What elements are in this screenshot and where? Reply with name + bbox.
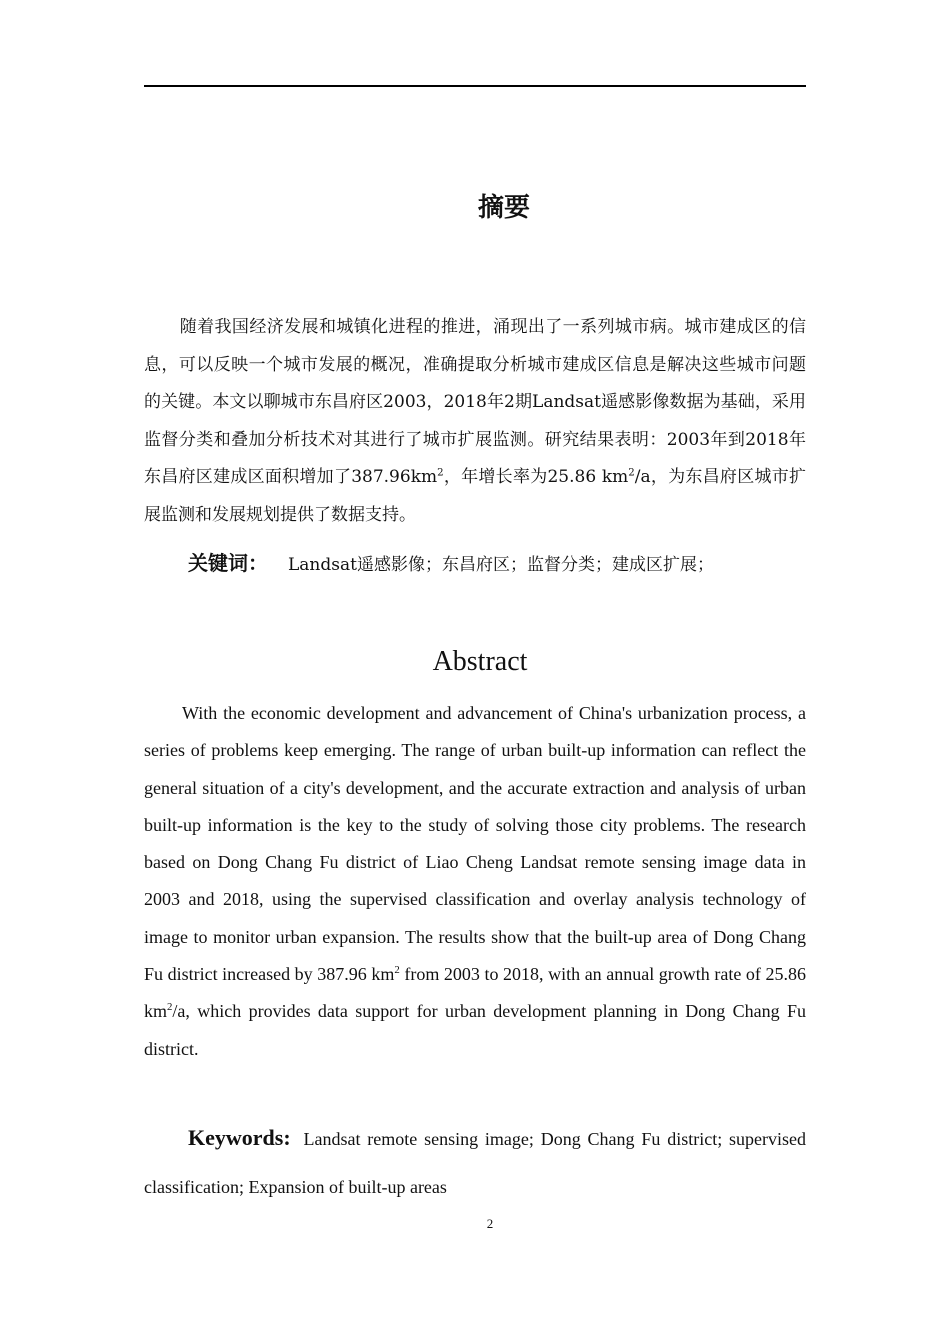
english-keywords-text: Landsat remote sensing image; Dong Chang Fu district; supervised classification; Expansion of built-up areas bbox=[144, 1129, 806, 1197]
chinese-abstract-body bbox=[144, 309, 806, 534]
english-abstract-body bbox=[144, 695, 806, 1068]
chinese-keywords-text: Landsat遥感影像；东昌府区；监督分类；建成区扩展； bbox=[288, 555, 714, 575]
chinese-keywords bbox=[188, 546, 828, 582]
superscript-2: 2 bbox=[437, 467, 444, 479]
superscript-2: 2 bbox=[628, 467, 635, 479]
english-keywords bbox=[144, 1114, 806, 1211]
chinese-keywords-label: 关键词： bbox=[188, 551, 268, 575]
english-abstract-text-1: With the economic development and advancement of China's urbanization process, a series of problems keep emerging. The range of urban built-up information can reflect the general situation of a city's development, and the accurate extraction and analysis of urban built-up information is the key to the study of solving those city problems. The research based on Dong Chang Fu district of Liao Cheng Landsat remote sensing image data in 2003 and 2018, using the supervised classification and overlay analysis technology of image to monitor urban expansion. The results show that the built-up area of Dong Chang Fu district increased by 387.96 km bbox=[144, 703, 806, 985]
page-number: 2 bbox=[486, 1216, 494, 1231]
english-abstract-text-3: /a, which provides data support for urban development planning in Dong Chang Fu district. bbox=[144, 1001, 806, 1059]
chinese-abstract-text-3: /a，为东昌府区城市扩展监测和发展规划提供了数据支持。 bbox=[144, 467, 807, 525]
chinese-abstract-title: 摘要 bbox=[477, 193, 530, 223]
english-keywords-label: Keywords: bbox=[188, 1125, 291, 1150]
superscript-2: 2 bbox=[394, 964, 400, 977]
english-abstract-text-2: from 2003 to 2018, with an annual growth rate of 25.86 km bbox=[144, 964, 806, 1022]
superscript-2: 2 bbox=[167, 1001, 173, 1014]
chinese-abstract-text-2: ，年增长率为25.86 km bbox=[443, 467, 629, 487]
english-abstract-title: Abstract bbox=[432, 646, 528, 677]
header-rule bbox=[144, 85, 806, 87]
chinese-abstract-text-1: 随着我国经济发展和城镇化进程的推进，涌现出了一系列城市病。城市建成区的信息，可以反映一个城市发展的概况，准确提取分析城市建成区信息是解决这些城市问题的关键。本文以聊城市东昌府区2003，2018年2期Landsat遥感影像数据为基础，采用监督分类和叠加分析技术对其进行了城市扩展监测。研究结果表明：2003年到2018年东昌府区建成区面积增加了387.96km bbox=[144, 317, 806, 487]
